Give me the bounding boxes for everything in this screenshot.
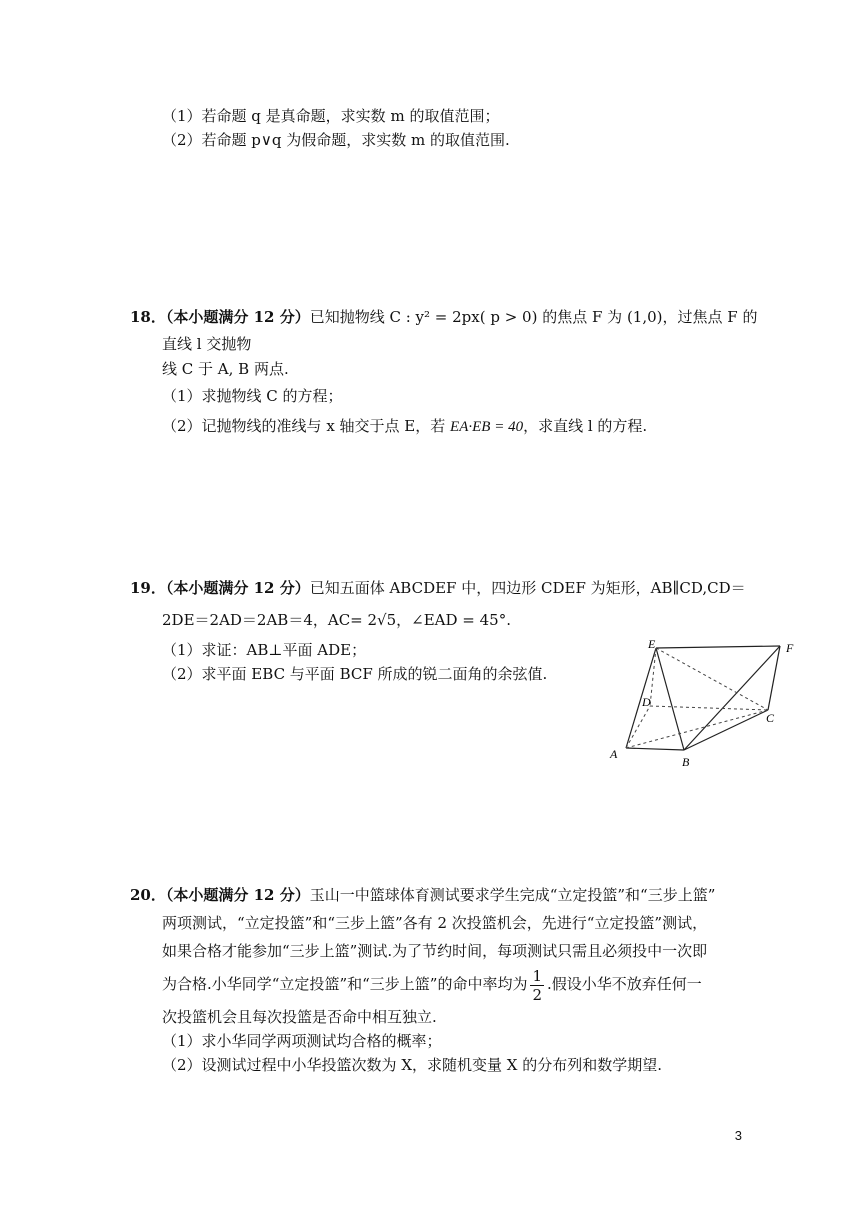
- edge-ec: [656, 648, 768, 710]
- edge-bf: [684, 646, 780, 750]
- q18-body-line1: 已知抛物线 C : y² = 2px( p > 0) 的焦点 F 为 (1,0)，过焦点 F 的: [309, 308, 758, 326]
- q20-part2: （2）设测试过程中小华投篮次数为 X，求随机变量 X 的分布列和数学期望.: [162, 1056, 662, 1074]
- vertex-label-b: B: [682, 755, 690, 769]
- q18-body-line2: 直线 l 交抛物: [162, 335, 252, 353]
- edge-ac: [626, 710, 768, 748]
- q18-vector-condition: EA·EB = 40: [450, 419, 524, 435]
- q18-part1: （1）求抛物线 C 的方程；: [162, 387, 343, 405]
- edge-bc: [684, 710, 768, 750]
- q18-header: 18．（本小题满分 12 分）: [130, 308, 310, 326]
- q19-part2: （2）求平面 EBC 与平面 BCF 所成的锐二面角的余弦值.: [162, 665, 548, 683]
- q20-line2: 两项测试，“立定投篮”和“三步上篮”各有 2 次投篮机会，先进行“立定投篮”测试，: [162, 914, 708, 932]
- edge-ef: [656, 646, 780, 648]
- q20-line4: [162, 964, 702, 1004]
- edge-dc: [650, 706, 768, 710]
- q20-line5: 次投篮机会且每次投篮是否命中相互独立.: [162, 1008, 437, 1026]
- q18-part2-before: （2）记抛物线的准线与 x 轴交于点 E，若: [162, 417, 446, 435]
- vertex-label-c: C: [766, 711, 775, 725]
- edge-eb: [656, 648, 684, 750]
- edge-ad: [626, 706, 650, 748]
- edge-ab: [626, 748, 684, 750]
- vertex-label-a: A: [610, 747, 618, 761]
- vertex-label-f: F: [786, 641, 794, 655]
- probability-fraction: [530, 967, 544, 1004]
- fraction-denominator: 2: [532, 985, 542, 1004]
- q17-part1: （1）若命题 q 是真命题，求实数 m 的取值范围；: [162, 107, 500, 125]
- q20-line4-after: .假设小华不放弃任何一: [547, 975, 702, 993]
- q20-line4-before: 为合格.小华同学“立定投篮”和“三步上篮”的命中率均为: [162, 975, 528, 993]
- fraction-numerator: 1: [532, 966, 542, 985]
- q19-body-line2: 2DE＝2AD＝2AB＝4，AC= 2√5，∠EAD = 45°.: [162, 611, 511, 629]
- vertex-label-e: E: [648, 637, 656, 651]
- q18-heading: [130, 307, 757, 327]
- pentahedron-figure: [598, 632, 808, 774]
- q18-part2-after: ，求直线 l 的方程.: [523, 417, 648, 435]
- q17-part2: （2）若命题 p∨q 为假命题，求实数 m 的取值范围.: [162, 131, 510, 149]
- q20-heading: [130, 885, 715, 905]
- q18-body-line3: 线 C 于 A, B 两点.: [162, 360, 289, 378]
- q19-part1: （1）求证：AB⊥平面 ADE；: [162, 641, 367, 659]
- edge-ea: [626, 648, 656, 748]
- page-number: 3: [734, 1128, 742, 1143]
- q19-heading: [130, 578, 746, 598]
- q19-header: 19．（本小题满分 12 分）: [130, 579, 310, 597]
- q20-line1: 玉山一中篮球体育测试要求学生完成“立定投篮”和“三步上篮”: [309, 886, 716, 904]
- q20-part1: （1）求小华同学两项测试均合格的概率；: [162, 1032, 442, 1050]
- edge-cf: [768, 646, 780, 710]
- q18-part2: [162, 416, 647, 437]
- q20-line3: 如果合格才能参加“三步上篮”测试.为了节约时间，每项测试只需且必须投中一次即: [162, 942, 708, 960]
- vertex-label-d: D: [642, 695, 651, 709]
- q19-body-line1: 已知五面体 ABCDEF 中，四边形 CDEF 为矩形，AB∥CD,CD＝: [309, 579, 746, 597]
- q20-header: 20．（本小题满分 12 分）: [130, 886, 310, 904]
